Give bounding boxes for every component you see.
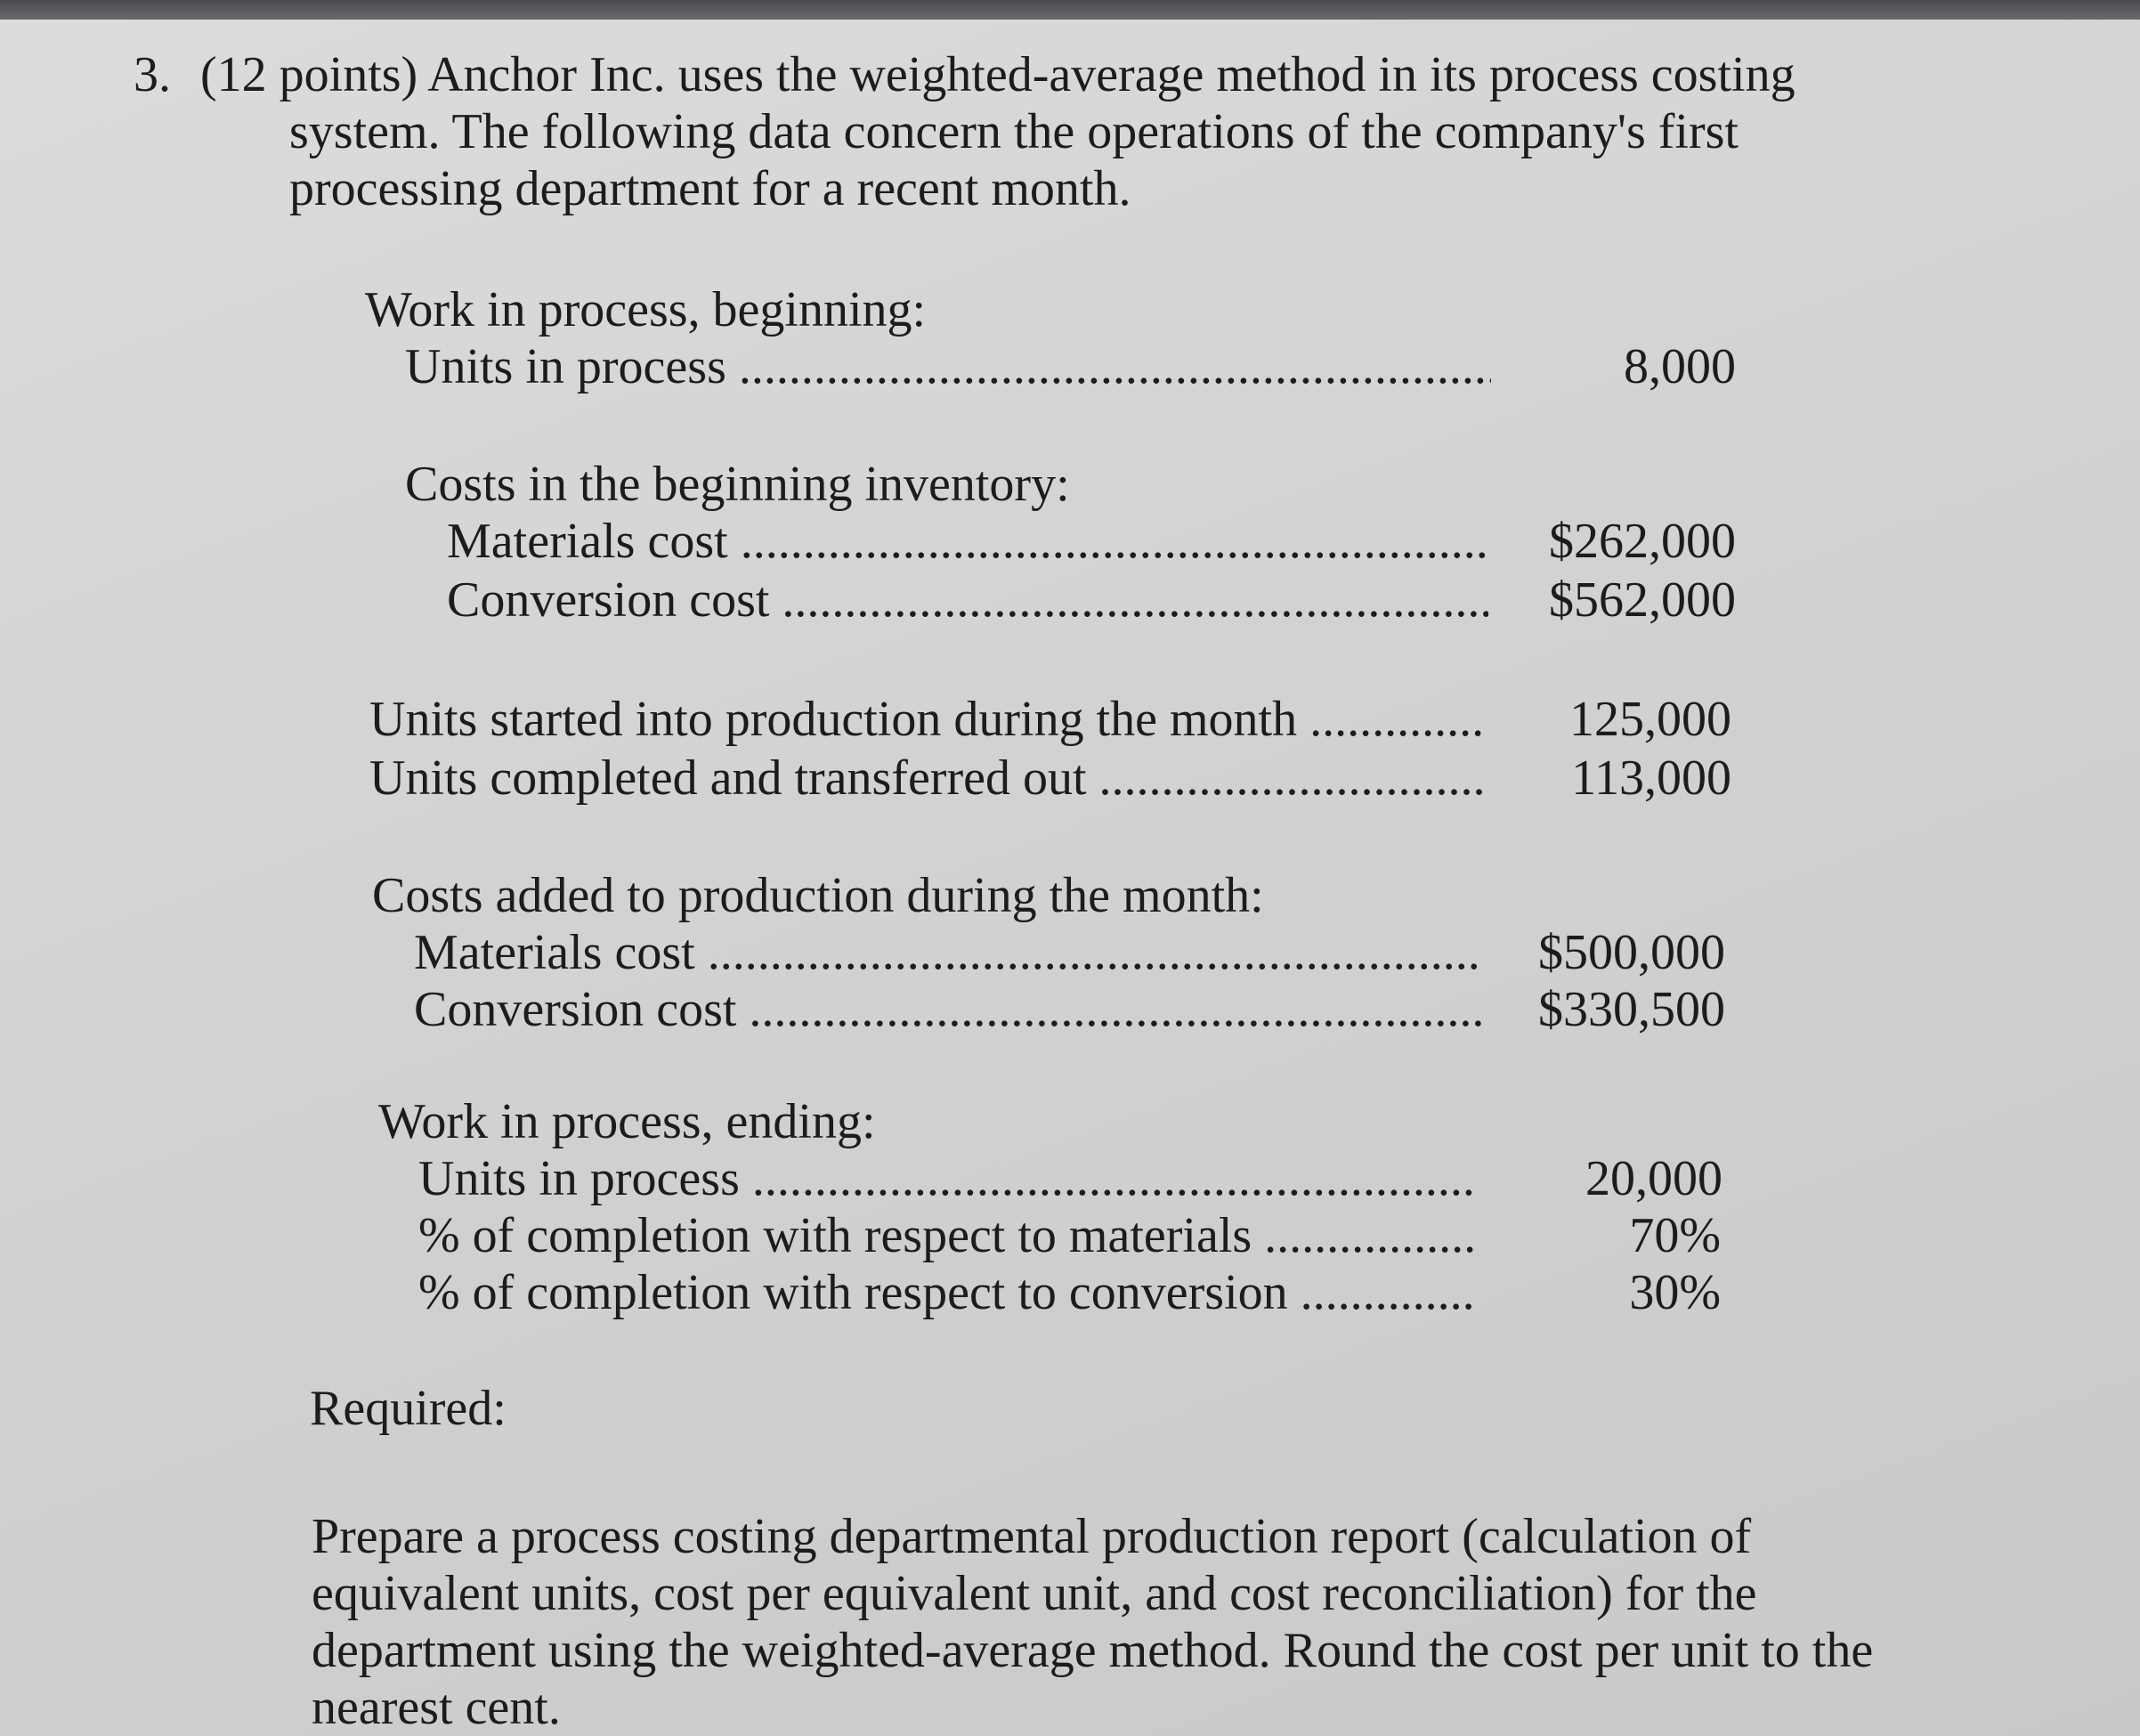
- added-materials-value: $500,000: [1538, 925, 1725, 980]
- intro-line-2: system. The following data concern the operations of the company's first: [289, 104, 1739, 159]
- required-line-4: nearest cent.: [312, 1680, 561, 1735]
- beginning-conversion-label: Conversion cost .....: [447, 572, 1488, 629]
- costs-added-heading: Costs added to production during the month:: [372, 868, 1264, 923]
- intro-line-1: (12 points) Anchor Inc. uses the weighted-average method in its process costing: [200, 47, 1795, 102]
- wip-ending-materials-pct-label: % of completion with respect to materials .....: [418, 1207, 1478, 1264]
- wip-ending-units-value: 20,000: [1585, 1151, 1723, 1206]
- wip-ending-units-label: Units in process .....: [418, 1150, 1478, 1207]
- problem-document: [0, 20, 2140, 1736]
- added-conversion-label: Conversion cost .....: [414, 981, 1482, 1038]
- beginning-materials-label: Materials cost .....: [447, 513, 1488, 570]
- wip-ending-heading: Work in process, ending:: [378, 1094, 876, 1149]
- required-line-2: equivalent units, cost per equivalent unit, and cost reconciliation) for the: [312, 1566, 1757, 1621]
- wip-ending-conversion-pct-label: % of completion with respect to conversion .....: [418, 1264, 1478, 1321]
- required-line-1: Prepare a process costing departmental production report (calculation of: [312, 1509, 1752, 1564]
- units-completed-value: 113,000: [1571, 750, 1731, 806]
- beginning-costs-heading: Costs in the beginning inventory:: [405, 457, 1070, 512]
- wip-ending-conversion-pct-value: 30%: [1629, 1265, 1721, 1320]
- beginning-materials-value: $262,000: [1549, 514, 1736, 569]
- problem-number: 3.: [134, 47, 171, 102]
- required-heading: Required:: [310, 1381, 507, 1436]
- units-completed-label: Units completed and transferred out .....: [369, 750, 1487, 807]
- intro-line-3: processing department for a recent month.: [289, 161, 1131, 216]
- wip-beginning-heading: Work in process, beginning:: [365, 282, 927, 337]
- wip-beginning-units-label: Units in process .....: [405, 338, 1491, 395]
- wip-beginning-units-value: 8,000: [1624, 339, 1736, 394]
- required-line-3: department using the weighted-average method. Round the cost per unit to the: [312, 1623, 1874, 1678]
- units-started-label: Units started into production during the month .....: [369, 691, 1487, 748]
- units-started-value: 125,000: [1569, 692, 1731, 747]
- added-materials-label: Materials cost .....: [414, 924, 1482, 981]
- screen-top-edge: [0, 0, 2140, 20]
- wip-ending-materials-pct-value: 70%: [1629, 1208, 1721, 1263]
- added-conversion-value: $330,500: [1538, 982, 1725, 1037]
- beginning-conversion-value: $562,000: [1549, 572, 1736, 628]
